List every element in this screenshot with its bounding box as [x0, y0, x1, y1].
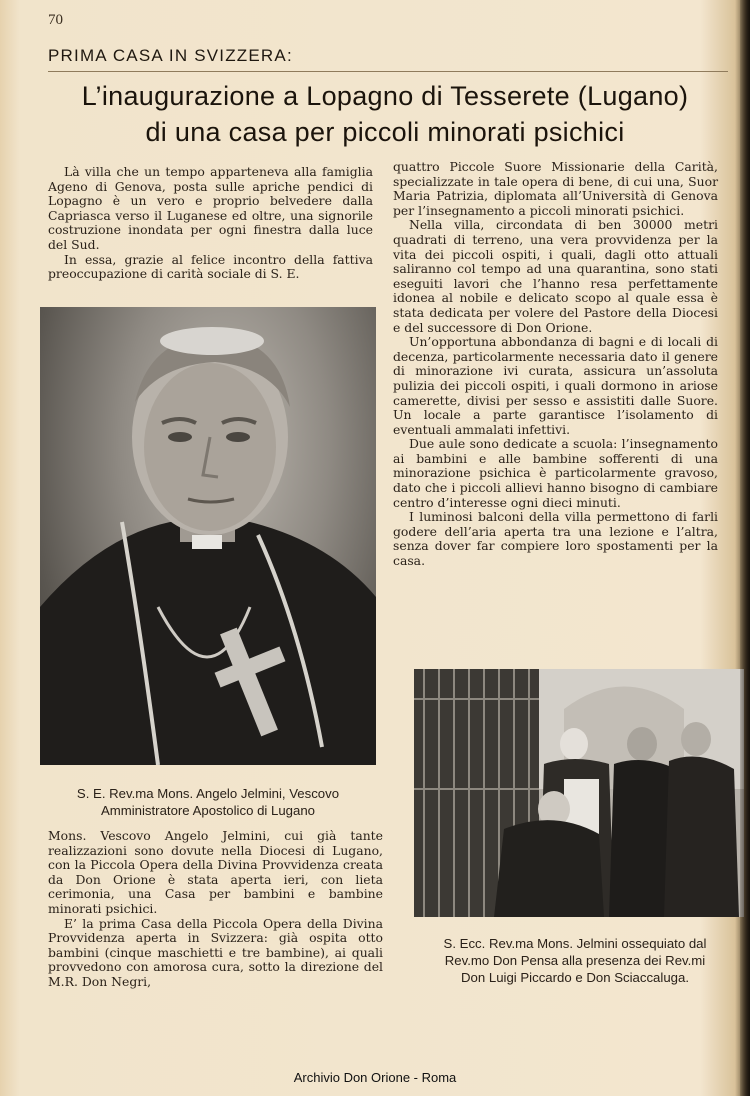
- article-column-left-bottom: [48, 829, 383, 990]
- section-title: PRIMA CASA IN SVIZZERA:: [48, 46, 293, 65]
- caption-line: Amministratore Apostolico di Lugano: [100, 803, 316, 818]
- group-photo-caption: [400, 935, 750, 986]
- caption-line: S. E. Rev.ma Mons. Angelo Jelmini, Vescovo: [76, 786, 340, 801]
- caption-line: Rev.mo Don Pensa alla presenza dei Rev.mi: [444, 953, 706, 968]
- caption-line: Don Luigi Piccardo e Don Sciaccaluga.: [461, 970, 689, 985]
- bishop-portrait-photo: [40, 307, 376, 765]
- portrait-caption: [40, 785, 376, 819]
- scan-edge-shadow: [740, 0, 750, 1096]
- archive-watermark: Archivio Don Orione - Roma: [293, 1070, 457, 1085]
- header-rule: [48, 71, 728, 72]
- article-column-left-top: [48, 165, 373, 282]
- paragraph: Nella villa, circondata di ben 30000 metri quadrati di terreno, una vera provvidenza per la vita dei piccoli ospiti, i quali, dagli otto attuali saliranno col tempo ad una quarantina, sono stati eseguiti lavori che l’hanno resa perfettamente idonea al nobile e delicato scopo al quale essa è stata dedicata per volere del Pastore della Diocesi e del successore di Don Orione.: [393, 217, 718, 335]
- ceremony-illustration: [414, 669, 744, 917]
- article-column-right: [393, 160, 718, 569]
- paragraph: Due aule sono dedicate a scuola: l’insegnamento ai bambini e alle bambine sofferenti di una minorazione psichica è particolarmente gravoso, dato che i piccoli allievi hanno bisogno di cambiare centro d’interesse ogni dieci minuti.: [393, 436, 718, 510]
- paragraph: Mons. Vescovo Angelo Jelmini, cui già tante realizzazioni sono dovute nella Diocesi di Lugano, con la Piccola Opera della Divina Provvidenza creata da Don Orione è stata aperta ieri, con lieta cerimonia, una Casa per bambini e bambine minorati psichici.: [48, 828, 383, 916]
- headline-line-2: di una casa per piccoli minorati psichici: [145, 117, 625, 147]
- headline-line-1: L’inaugurazione a Lopagno di Tesserete (Lugano): [81, 81, 689, 111]
- paragraph: E’ la prima Casa della Piccola Opera della Divina Provvidenza aperta in Svizzera: già ospita otto bambini (cinque maschietti e tre bambine), ai quali provvedono con amorosa cura, sotto la direzione del M.R. Don Negri,: [48, 915, 383, 989]
- ceremony-group-photo: [414, 669, 744, 917]
- paragraph: quattro Piccole Suore Missionarie della Carità, specializzate in tale opera di bene, di cui una, Suor Maria Patrizia, diplomata all’Università di Genova per l’insegnamento a piccoli minorati psichici.: [393, 159, 718, 218]
- bishop-portrait-illustration: [40, 307, 376, 765]
- paragraph: In essa, grazie al felice incontro della fattiva preoccupazione di carità sociale di S. E.: [48, 251, 373, 282]
- page-number: 70: [48, 12, 63, 28]
- paragraph: I luminosi balconi della villa permettono di farli godere dell’aria aperta tra una lezione e l’altra, senza dover far compiere loro spostamenti per la casa.: [393, 509, 718, 569]
- paragraph: Un’opportuna abbondanza di bagni e di locali di decenza, particolarmente necessaria dato il genere di minorazione ivi curata, assicura un’assoluta pulizia dei piccoli ospiti, i quali dormono in ariose camerette, divisi per sesso e assistiti dalle Suore. Un locale a parte garantisce l’isolamento di eventuali ammalati infettivi.: [393, 334, 718, 437]
- caption-line: S. Ecc. Rev.ma Mons. Jelmini ossequiato dal: [443, 936, 707, 951]
- paragraph: Là villa che un tempo apparteneva alla famiglia Ageno di Genova, posta sulle apriche pendici di Lopagno è un vero e proprio belvedere dalla Capriasca verso il Luganese ed oltre, una signorile costruzione inondata per ogni finestra dalla luce del Sud.: [48, 164, 373, 252]
